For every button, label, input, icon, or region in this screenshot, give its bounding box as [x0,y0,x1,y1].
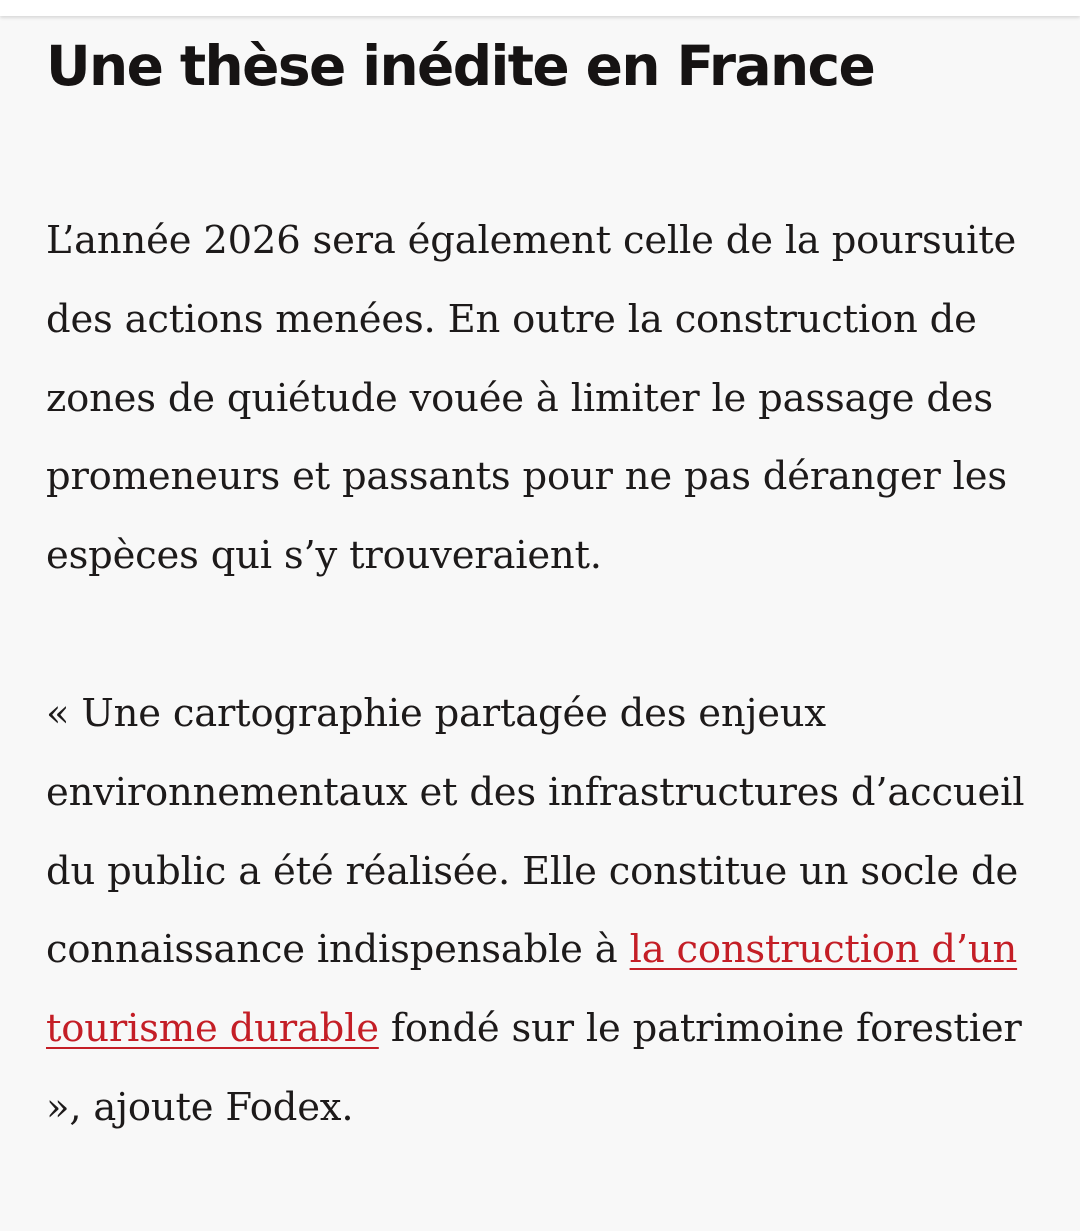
top-divider [0,0,1080,16]
paragraph-1: L’année 2026 sera également celle de la poursuite des actions menées. En outre la construction de zones de quiétude vouée à limiter le passage des promeneurs et passants pour ne pas déranger les espèces qui s’y trouveraient. [46,218,1017,579]
article-body [46,28,1036,1148]
paragraph-2 [46,675,1036,1148]
section-heading: Une thèse inédite en France [46,34,875,98]
paragraph-2-text-after: fondé sur le patrimoine forestier », ajoute Fodex. [46,1006,1022,1130]
tourisme-durable-link[interactable]: la construction d’un tourisme durable [46,927,1018,1052]
paragraph-2-text-before: « Une cartographie partagée des enjeux environnementaux et des infrastructures d’accueil du public a été réalisée. Elle constitue un socle de connaissance indispensable à [46,690,1025,973]
